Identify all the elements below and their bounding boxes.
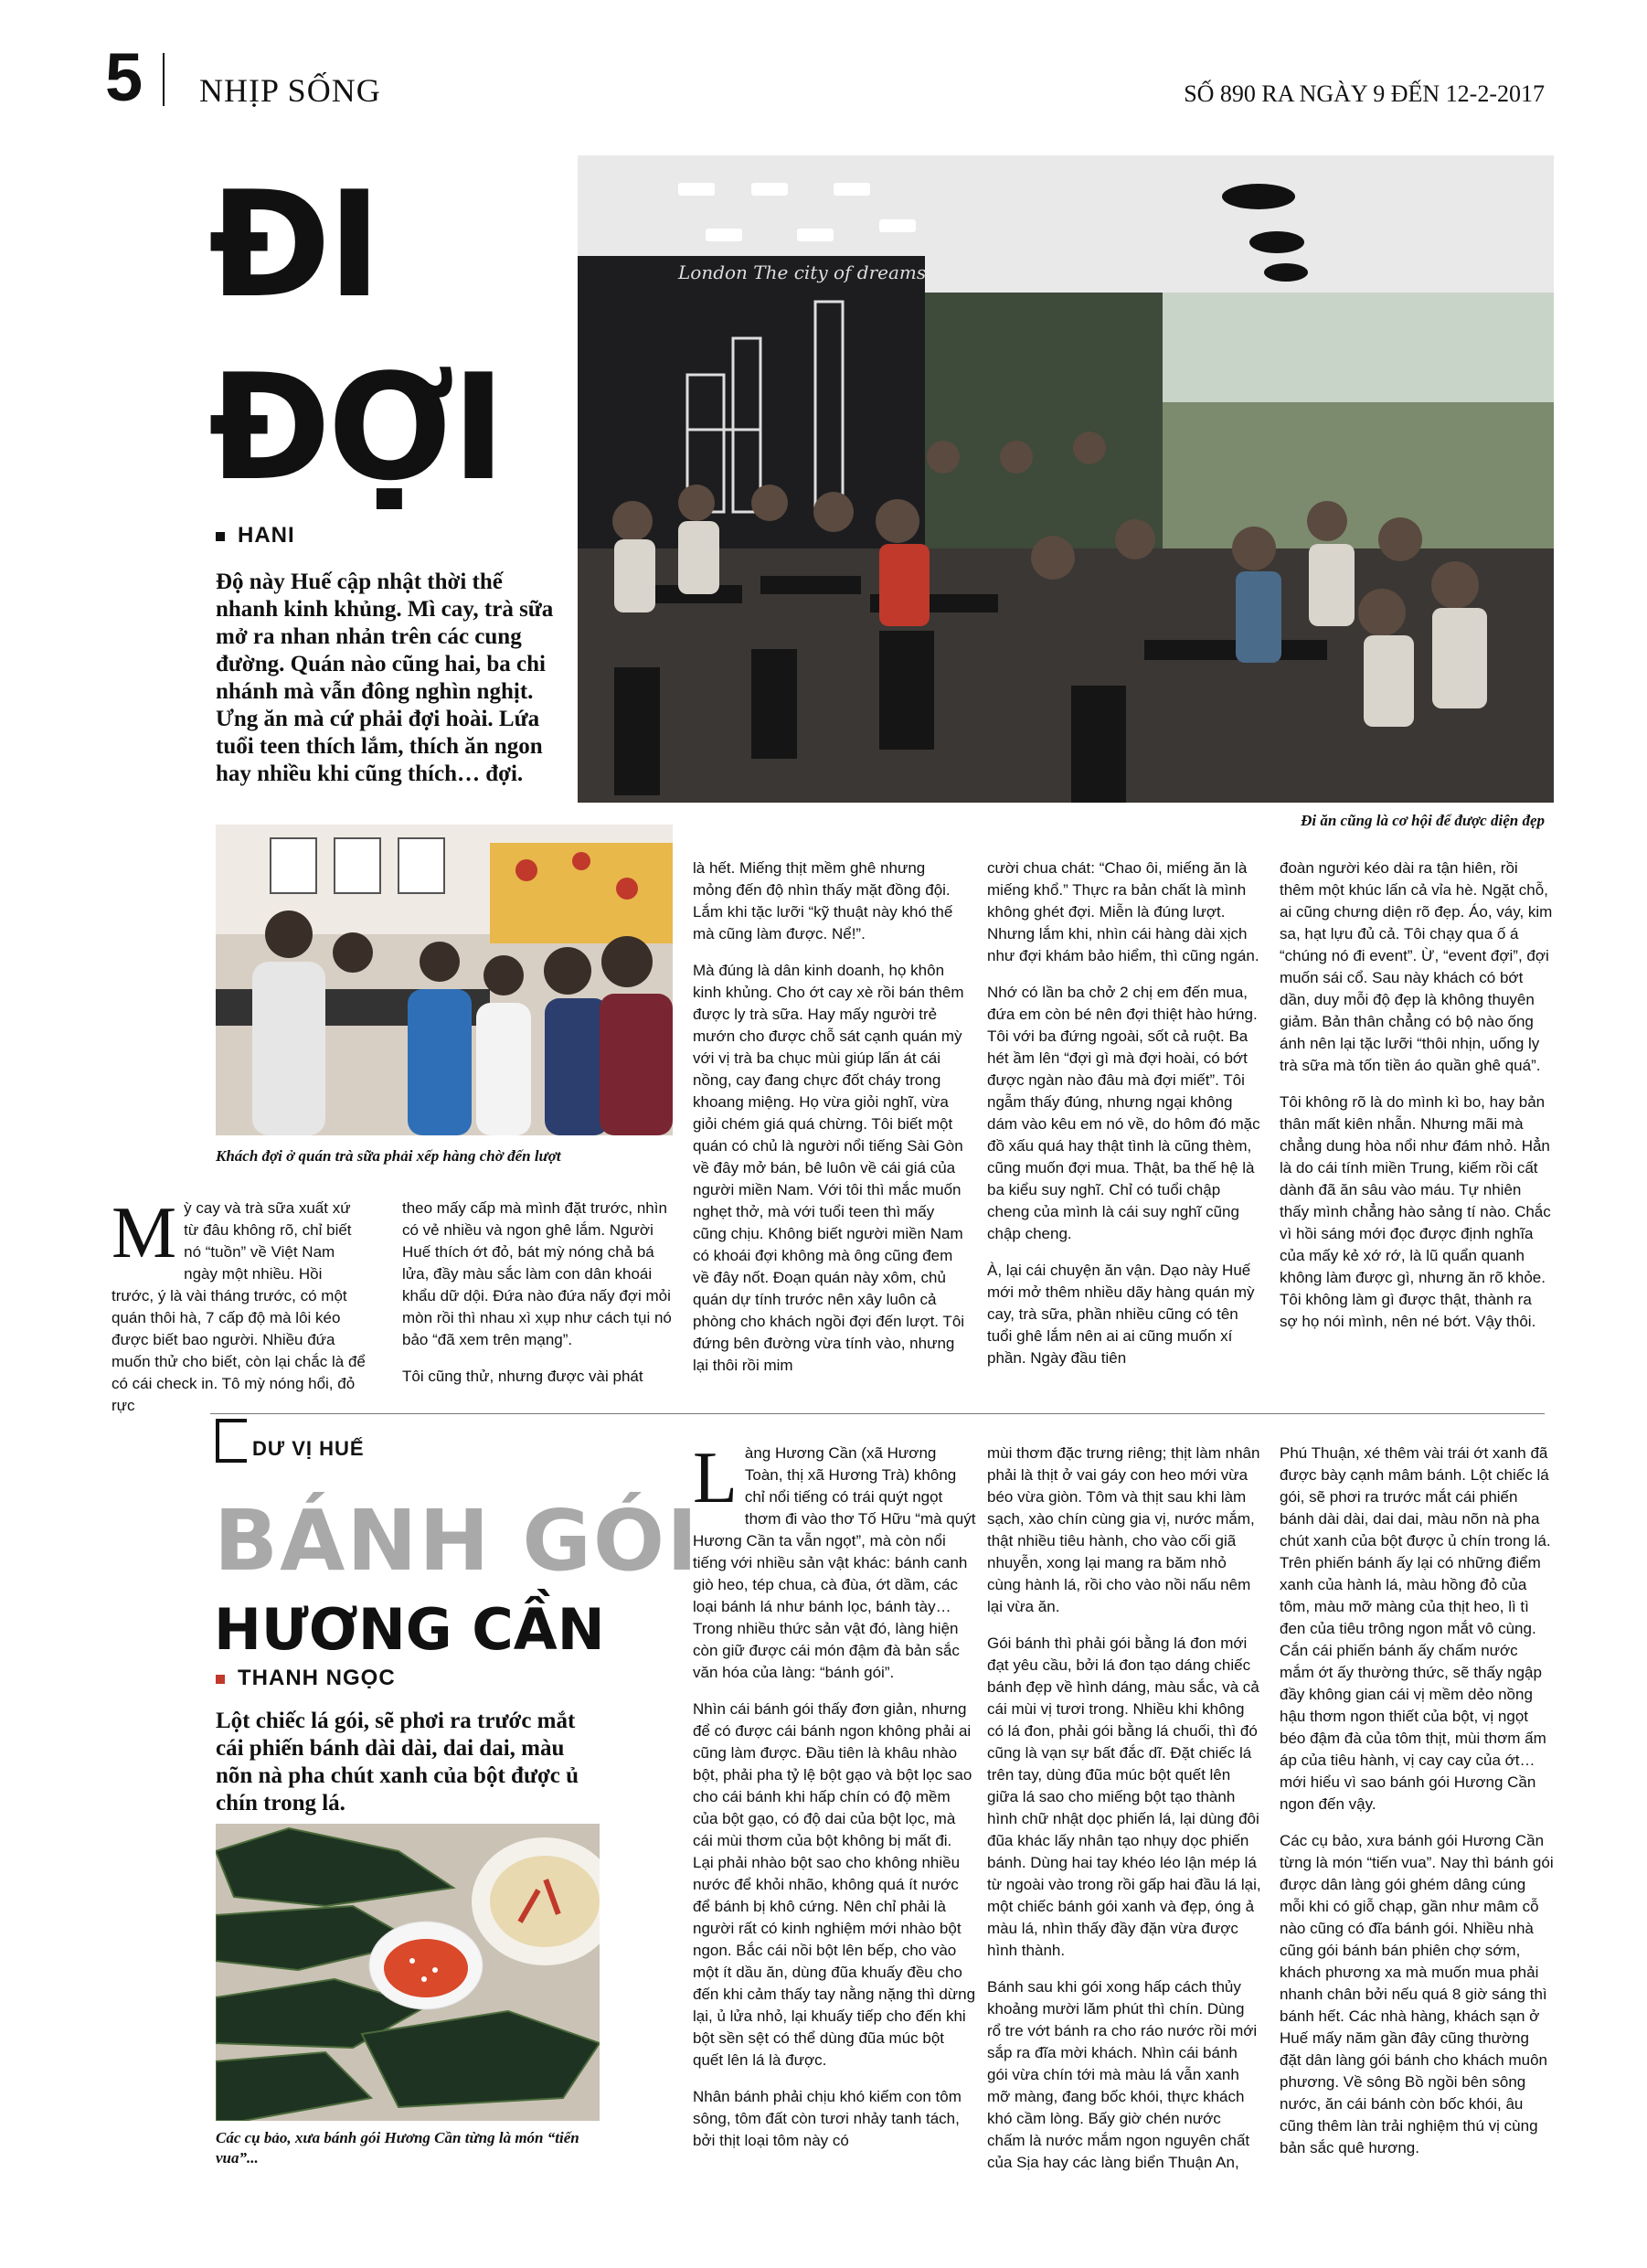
article1-col1-text: ỳ cay và trà sữa xuất xứ từ đâu không rõ, chỉ biết nó “tuồn” về Việt Nam ngày một nhiều. Hồi trước, ý là vài tháng trước, có một quán thôi hà, 7 cấp độ mà lôi kéo được biết bao người. Nhiều đứa muốn thử cho biết, còn lại chắc là để có cái check in. Tô mỳ nóng hổi, đỏ rực [112, 1199, 366, 1414]
paragraph: Nhìn cái bánh gói thấy đơn giản, nhưng để có được cái bánh ngon không phải ai cũng làm được. Đầu tiên là khâu nhào bột, phải pha tỷ lệ bột gạo và bột lọc sao cho cái bánh khi hấp chín có độ mềm của bột gạo, có độ dai của bột lọc, mà cái mùi thơm của bột không bị mất đi. Lại phải nhào bột sao cho không nhiều nước để khỏi nhão, không quá ít nước để bánh bị khô cứng. Nên chỉ phải là người rất có kinh nghiệm mới nhào bột ngon. Bắc cái nồi bột lên bếp, cho vào một ít dầu ăn, dùng đũa khuấy đều cho đến khi cảm thấy tay nằng nặng thì dừng lại, ủ lửa nhỏ, lại khuấy tiếp cho đến khi bột sền sệt có thể dùng đũa múc bột quết lên lá là được. [693, 1700, 976, 2069]
article1-column-5 [1280, 857, 1554, 1347]
byline-square-icon [216, 532, 225, 541]
article2-column-1 [693, 1438, 976, 2167]
article1-column-4 [987, 857, 1261, 1384]
article1-dropcap: M [112, 1193, 177, 1273]
article2-lede: Lột chiếc lá gói, sẽ phơi ra trước mắt cái phiến bánh dài dài, dai dai, màu nõn nà pha chút xanh của bột được ủ chín trong lá. [216, 1709, 579, 1815]
article2-col1-text: àng Hương Cần (xã Hương Toàn, thị xã Hương Trà) không chỉ nổi tiếng có trái quýt ngọt thơm đi vào thơ Tố Hữu “mà quýt Hương Cần ta vẫn ngọt”, mà còn nổi tiếng với nhiều sản vật khác: bánh canh giò heo, tép chua, cà đùa, ớt dầm, các loại bánh lá như bánh lọc, bánh tày… Trong nhiều thức sản vật đó, làng hiện còn giữ được cái món đậm đà bản sắc văn hóa của làng: “bánh gói”. [693, 1444, 976, 1681]
article2-author: THANH NGỌC [238, 1666, 396, 1690]
kicker-bracket-icon [216, 1419, 247, 1463]
cafe-wall-sign: London The city of dreams [678, 261, 927, 283]
paragraph: đoàn người kéo dài ra tận hiên, rồi thêm một khúc lấn cả vỉa hè. Ngặt chỗ, ai cũng chưng diện rõ đẹp. Áo, váy, kim sa, hạt lựu đủ cả. Tôi chạy qua ố á “chúng nó đi event”. Ừ, “event đợi”, đợi muốn sái cổ. Sau này khách có bớt dần, duy mỗi độ đẹp là không thuyên giảm. Bản thân chẳng có bộ nào ống ánh nên lại tặc lưỡi “thôi nhịn, uống ly trà sữa mà tốn tiền áo quần ghê quá”. [1280, 859, 1553, 1074]
article2-title-line2: HƯƠNG CẦN [214, 1596, 605, 1663]
article1-byline [216, 523, 295, 548]
queue-photo [216, 825, 673, 1135]
paragraph: theo mấy cấp mà mình đặt trước, nhìn có vẻ nhiều và ngon ghê lắm. Người Huế thích ớt đỏ, bát mỳ nóng chả bá lửa, đầy màu sắc làm con dân khoái khẩu dữ dội. Đứa nào đứa nấy đợi mỏi mòn rồi thì nhau xì xụp như cách tụi nó bảo “đã xem trên mạng”. [402, 1199, 672, 1348]
paragraph: mùi thơm đặc trưng riêng; thịt làm nhân phải là thịt ở vai gáy con heo mới vừa béo vừa giòn. Tôm và thịt sau khi làm sạch, xào chín cùng gia vị, nước mắm, thật nhiều tiêu hành, cho vào cối giã nhuyễn, xong lại mang ra băm nhỏ cùng hành lá, rồi cho vào nồi nấu nêm lại vừa ăn. [987, 1444, 1260, 1615]
section-title: NHỊP SỐNG [199, 72, 381, 109]
paragraph: Nhớ có lần ba chở 2 chị em đến mua, đứa em còn bé nên đợi thiệt hào hứng. Tôi với ba đứng ngoài, sốt cả ruột. Ba hét ầm lên “đợi gì mà đợi hoài, có bớt được ngàn nào đâu mà đợi miết”. Tôi ngẫm thấy đúng, nhưng ngại không dám vào kêu em nó về, do hôm đó mặc đồ xấu quá hay thật tình là cũng thèm, cũng muốn đợi mua. Thật, ba thế hệ là ba kiểu suy nghĩ. Chỉ có tuổi chập cheng của mình là cái suy nghĩ cũng chập cheng. [987, 984, 1260, 1242]
cafe-photo [578, 155, 1554, 803]
section-divider [210, 1413, 1545, 1414]
article1-title-line1: ĐI [208, 159, 378, 330]
article2-byline [216, 1666, 396, 1691]
article2-column-2 [987, 1443, 1261, 2188]
article1-column-1 [112, 1193, 367, 1417]
paragraph: Các cụ bảo, xưa bánh gói Hương Cần từng là món “tiến vua”. Nay thì bánh gói được dân làng gói ghém dâng cúng mỗi khi có giỗ chạp, gần như mâm cỗ nào cũng có đĩa bánh gói. Nhiều nhà cũng gói bánh bán phiên chợ sớm, khách phương xa mà muốn mua phải nhanh chân bởi nếu quá 8 giờ sáng thì bánh hết. Các nhà hàng, khách sạn ở Huế mấy năm gần đây cũng thường đặt dân làng gói bánh cho khách muôn phương. Về sông Bồ ngồi bên sông nước, ăn cái bánh còn bốc khói, âu cũng thêm làn trải nghiệm thú vị cùng bản sắc quê hương. [1280, 1832, 1554, 2156]
article2-dropcap: L [693, 1438, 738, 1518]
byline-square-icon [216, 1675, 225, 1684]
paragraph: À, lại cái chuyện ăn vận. Dạo này Huế mới mở thêm nhiều dãy hàng quán mỳ cay, trà sữa, phần nhiều cũng có tên tuổi ghê lắm nên ai ai cũng muốn xí phần. Ngày đầu tiên [987, 1262, 1255, 1367]
paragraph: Bánh sau khi gói xong hấp cách thủy khoảng mười lăm phút thì chín. Dùng rổ tre vớt bánh ra cho ráo nước rồi mới sắp ra đĩa mời khách. Nhìn cái bánh gói vừa chín tới mà màu lá vẫn xanh mỡ màng, đang bốc khói, thực khách khó cầm lòng. Bấy giờ chén nước chấm là nước mắm ngon nguyên chất của Sịa hay các làng biển Thuận An, [987, 1978, 1258, 2171]
article1-lede: Độ này Huế cập nhật thời thế nhanh kinh khủng. Mì cay, trà sữa mở ra nhan nhản trên các cung đường. Quán nào cũng hai, ba chi nhánh mà vẫn đông nghìn nghịt. Ưng ăn mà cứ phải đợi hoài. Lứa tuổi teen thích lắm, thích ăn ngon hay nhiều khi cũng thích… đợi. [216, 570, 554, 786]
article1-author: HANI [238, 523, 295, 548]
banh-goi-photo [216, 1824, 600, 2121]
queue-photo-caption: Khách đợi ở quán trà sữa phải xếp hàng chờ đến lượt [216, 1147, 561, 1165]
paragraph: cười chua chát: “Chao ôi, miếng ăn là miếng khổ.” Thực ra bản chất là mình không ghét đợi. Miễn là đúng lượt. Nhưng lắm khi, nhìn cái hàng dài xịch như đợi khám bảo hiểm, thì cũng ngán. [987, 859, 1259, 964]
banh-goi-illustration [216, 1824, 600, 2121]
queue-scene-illustration [216, 825, 673, 1135]
paragraph: Mà đúng là dân kinh doanh, họ khôn kinh khủng. Cho ớt cay xè rồi bán thêm được ly trà sữa. Hay mấy người trẻ mướn cho được chỗ sát cạnh quán mỳ với vị trà ba chục mùi giúp lấn át cái nồng, cay đang chực đốt cháy trong khoang miệng. Họ vừa giỏi nghĩ, vừa giỏi chém giá quá chừng. Tôi biết một quán có chủ là người nổi tiếng Sài Gòn về đây mở bán, bê luôn về cái giá của người miền Nam. Với tôi thì mắc muốn nghẹt thở, mà với tuổi teen thì mấy cũng chịu. Không biết người miền Nam có khoái đợi không mà ông cũng đem về đây nốt. Đoạn quán này xôm, chủ quán dự tính trước nên xây luôn cả phòng cho khách ngồi đợi đến lượt. Tôi đứng bên đường vừa tính vào, nhưng lại thôi rồi mim [693, 962, 965, 1374]
article1-column-3 [693, 857, 967, 1391]
article2-kicker: DƯ VỊ HUẾ [252, 1437, 365, 1460]
page-number: 5 [105, 39, 143, 115]
paragraph: Phú Thuận, xé thêm vài trái ớt xanh đã được bày cạnh mâm bánh. Lột chiếc lá gói, sẽ phơi ra trước mắt cái phiến bánh dài dài, dai dai, màu nõn nà pha chút xanh của bột được ủ chín trong lá. Trên phiến bánh ấy lại có những điểm xanh của hành lá, màu hồng đỏ của tôm, màu mỡ màng của thịt heo, lì tì đen của tiêu trông ngon mắt vô cùng. Cắn cái phiến bánh ấy chấm nước mắm ớt ấy thường thức, sẽ thấy ngập đầy không gian cái vị mềm dẻo nồng hậu thơm ngon thiết của bột, vị ngọt béo đậm đà của tôm thịt, mùi thơm ấm áp của tiêu hành, vị cay cay của ớt… mới hiểu vì sao bánh gói Hương Cần ngon đến vậy. [1280, 1444, 1551, 1813]
paragraph: Gói bánh thì phải gói bằng lá đon mới đạt yêu cầu, bởi lá đon tạo dáng chiếc bánh đẹp về hình dáng, màu sắc, và cả cái mùi vị tươi trong. Nhiều khi không có lá đon, phải gói bằng lá chuối, thì đó cũng là vạn sự bất đắc dĩ. Đặt chiếc lá trên tay, dùng đũa múc bột quết lên giữa lá sao cho miếng bột tạo thành hình chữ nhật dọc phiến lá, lại dùng đôi đũa khác lấy nhân tạo nhụy dọc phiến bánh. Dùng hai tay khéo léo lận mép lá từ ngoài vào trong rồi gấp hai đầu lá lại, một chiếc bánh gói xanh và đẹp, óng ả màu lá, nhìn thấy đầy đặn vừa được hình thành. [987, 1634, 1261, 1959]
main-photo-caption: Đi ăn cũng là cơ hội để được diện đẹp [1301, 812, 1545, 829]
article1-title-line2: ĐỢI [208, 342, 503, 513]
article2-photo-caption: Các cụ bảo, xưa bánh gói Hương Cần từng là món “tiến vua”... [216, 2129, 579, 2167]
article2-column-3 [1280, 1443, 1554, 2174]
cafe-scene-illustration [578, 155, 1554, 803]
article1-title [208, 154, 592, 519]
paragraph: Nhân bánh phải chịu khó kiếm con tôm sông, tôm đất còn tươi nhảy tanh tách, bởi thịt loại tôm này có [693, 2088, 962, 2149]
issue-info: SỐ 890 RA NGÀY 9 ĐẾN 12-2-2017 [1184, 80, 1545, 107]
paragraph: Tôi không rõ là do mình kì bo, hay bản thân mất kiên nhẫn. Nhưng mãi mà chẳng dung hòa nổi như đám nhỏ. Hẳn là do cái tính miền Trung, kiếm rồi cất dành đã ăn sâu vào máu. Tự nhiên thấy mình chẳng hào sảng tí nào. Chắc vì hồi sáng mới đọc được định nghĩa của mấy kẻ xớ rớ, là lũ quẩn quanh không làm được gì, nhưng ăn rõ khỏe. Tôi không làm gì được thật, thành ra sợ họ nói mình, nên né bớt. Vậy thôi. [1280, 1093, 1551, 1330]
header-divider [163, 53, 165, 106]
paragraph: Tôi cũng thử, nhưng được vài phát [402, 1368, 643, 1385]
paragraph: là hết. Miếng thịt mềm ghê nhưng mỏng đến độ nhìn thấy mặt đồng đội. Lắm khi tặc lưỡi “kỹ thuật này khó thế mà cũng làm được. Nể!”. [693, 859, 953, 942]
article1-column-2 [402, 1198, 676, 1402]
article2-title-line1: BÁNH GÓI [214, 1492, 700, 1590]
